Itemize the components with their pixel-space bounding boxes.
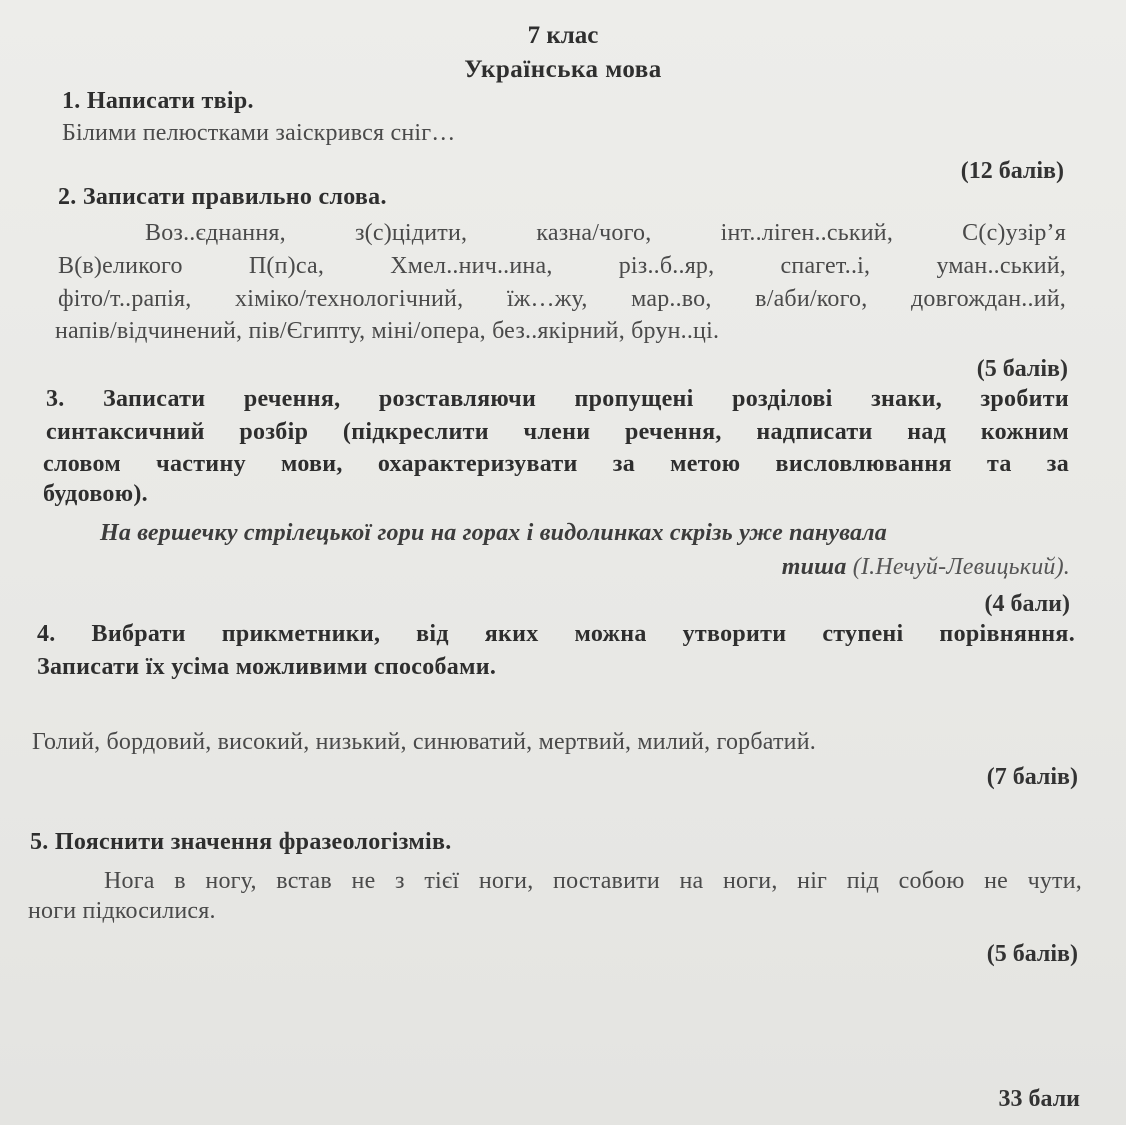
task-3-sentence-line-2 [782, 554, 1070, 581]
task-2-points: (5 балів) [976, 356, 1068, 382]
task-2-line-1: Воз..єднання, з(с)цідити, казна/чого, інт..ліген..ський, С(с)узір’я [145, 220, 1066, 246]
task-3-author: (І.Нечуй-Левицький). [852, 554, 1070, 580]
task-2-title: 2. Записати правильно слова. [58, 184, 387, 210]
task-3-title-line-3: словом частину мови, охарактеризувати за метою висловлювання та за [43, 451, 1069, 477]
task-1-text: Білими пелюстками заіскрився сніг… [62, 120, 456, 146]
task-2-line-4: напів/відчинений, пів/Єгипту, міні/опера, без..якірний, брун..ці. [55, 318, 720, 344]
task-4-points: (7 балів) [986, 764, 1078, 790]
task-1-points: (12 балів) [960, 158, 1064, 184]
task-4-text: Голий, бордовий, високий, низький, синюватий, мертвий, милий, горбатий. [32, 729, 816, 755]
task-5-line-2: ноги підкосилися. [28, 898, 216, 924]
task-5-line-1: Нога в ногу, встав не з тієї ноги, поставити на ноги, ніг під собою не чути, [104, 868, 1082, 894]
task-5-title: 5. Пояснити значення фразеологізмів. [30, 829, 452, 855]
task-4-title-line-1: 4. Вибрати прикметники, від яких можна утворити ступені порівняння. [37, 621, 1075, 647]
task-3-points: (4 бали) [984, 591, 1070, 617]
task-4-title-line-2: Записати їх усіма можливими способами. [37, 654, 497, 680]
grade-heading: 7 клас [527, 22, 599, 49]
total-points: 33 бали [998, 1086, 1080, 1112]
task-3-sentence-end: тиша [781, 554, 847, 580]
task-2-line-2: В(в)еликого П(п)са, Хмел..нич..ина, різ..б..яр, спагет..і, уман..ський, [58, 253, 1066, 279]
task-3-title-line-1: 3. Записати речення, розставляючи пропущені розділові знаки, зробити [46, 386, 1069, 412]
subject-heading: Українська мова [464, 56, 662, 83]
task-2-line-3: фіто/т..рапія, хіміко/технологічний, їж…жу, мар..во, в/аби/кого, довгождан..ий, [58, 286, 1066, 312]
task-1-title: 1. Написати твір. [62, 88, 254, 114]
task-3-title-line-2: синтаксичний розбір (підкреслити члени речення, надписати над кожним [46, 419, 1069, 445]
task-5-points: (5 балів) [986, 941, 1078, 967]
task-3-title-line-4: будовою). [43, 481, 148, 507]
task-3-sentence-line-1: На вершечку стрілецької гори на горах і видолинках скрізь уже панувала [100, 520, 887, 546]
